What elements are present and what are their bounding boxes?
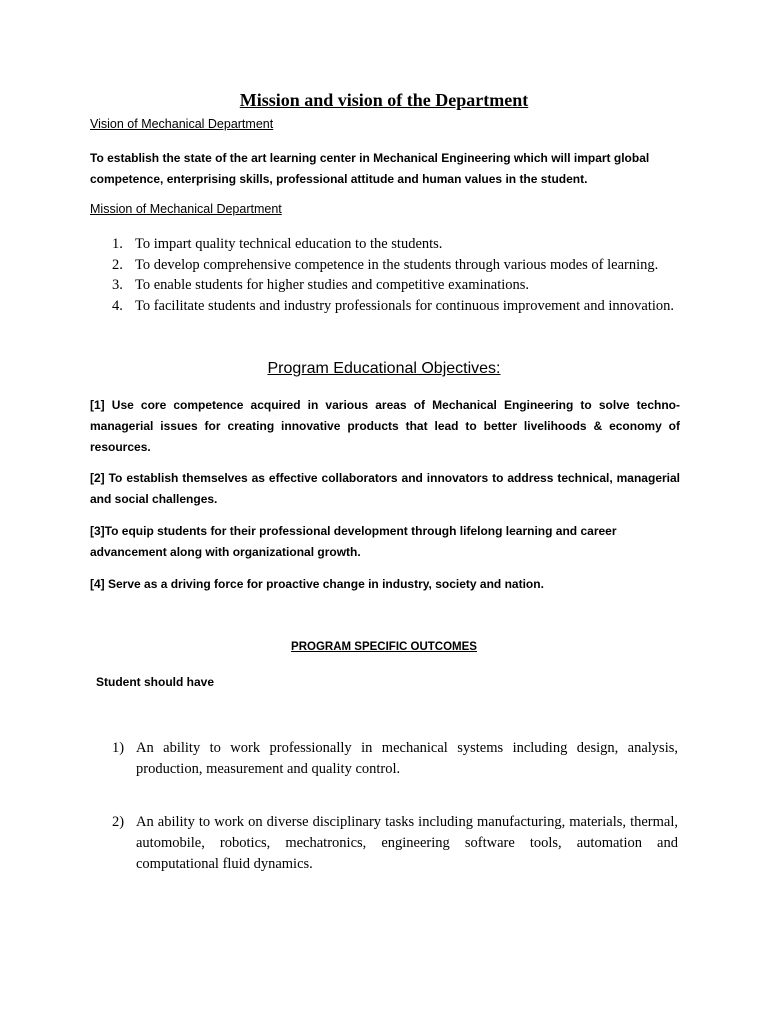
peo-heading: Program Educational Objectives: bbox=[267, 360, 501, 377]
mission-item-text: To facilitate students and industry professionals for continuous improvement and innovation. bbox=[135, 297, 675, 314]
mission-heading: Mission of Mechanical Department bbox=[90, 202, 282, 216]
pso-item-text: An ability to work on diverse disciplinary tasks including manufacturing, materials, thermal, automobile, robotics, mechatronics, engineering software tools, automation and computational fluid dynamics. bbox=[136, 814, 678, 872]
mission-item-text: To impart quality technical education to the students. bbox=[135, 236, 443, 252]
peo-item-1: [1] Use core competence acquired in various areas of Mechanical Engineering to solve techno-managerial issues for creating innovative products that lead to better livelihoods & economy of resources. bbox=[90, 398, 680, 454]
mission-item bbox=[90, 234, 680, 255]
mission-item-text: To develop comprehensive competence in the students through various modes of learning. bbox=[135, 256, 659, 273]
peo-item-4: [4] Serve as a driving force for proactive change in industry, society and nation. bbox=[90, 577, 544, 591]
mission-item bbox=[90, 255, 680, 276]
mission-item-number: 2. bbox=[112, 256, 123, 273]
mission-item bbox=[90, 275, 680, 296]
pso-item-number: 2) bbox=[112, 814, 125, 830]
pso-item-number: 1) bbox=[112, 740, 125, 756]
pso-heading: PROGRAM SPECIFIC OUTCOMES bbox=[291, 641, 477, 653]
peo-item-2: [2] To establish themselves as effective collaborators and innovators to address technical, managerial and social challenges. bbox=[90, 471, 680, 506]
vision-heading: Vision of Mechanical Department bbox=[90, 117, 274, 131]
pso-item-1 bbox=[112, 738, 678, 780]
pso-item-2 bbox=[112, 812, 678, 875]
page-title: Mission and vision of the Department bbox=[239, 90, 529, 110]
pso-item-text: An ability to work professionally in mechanical systems including design, analysis, production, measurement and quality control. bbox=[136, 740, 678, 777]
mission-list bbox=[90, 234, 680, 316]
mission-item-number: 4. bbox=[112, 297, 123, 314]
peo-item-3: [3]To equip students for their professional development through lifelong learning and career advancement along with organizational growth. bbox=[90, 524, 617, 559]
mission-item bbox=[90, 296, 680, 317]
mission-item-number: 1. bbox=[112, 236, 123, 252]
vision-text: To establish the state of the art learning center in Mechanical Engineering which will impart global competence, enterprising skills, professional attitude and human values in the student. bbox=[90, 151, 650, 186]
mission-item-number: 3. bbox=[112, 277, 123, 293]
mission-item-text: To enable students for higher studies and competitive examinations. bbox=[135, 277, 530, 293]
pso-intro: Student should have bbox=[96, 675, 215, 689]
